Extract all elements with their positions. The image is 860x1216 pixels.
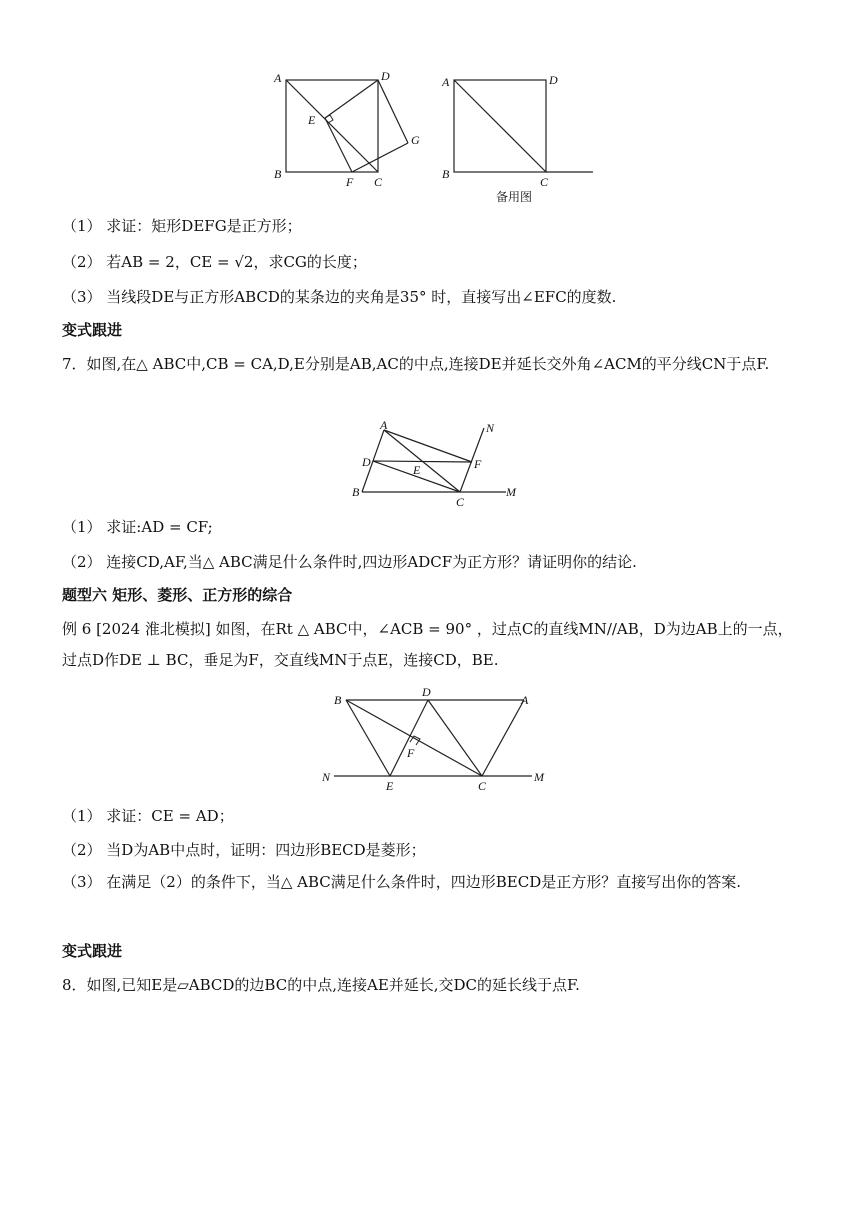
ex6-part3: （3） 在满足（2）的条件下，当△ ABC满足什么条件时，四边形BECD是正方形？直接写出你的答案. [62, 873, 742, 891]
ex6-part1: （1） 求证：CE = AD； [62, 807, 234, 825]
backup-label-a: A [442, 75, 450, 89]
q7-label-c: C [456, 495, 465, 509]
ex6-label-e: E [386, 779, 394, 793]
label-e: E [308, 113, 316, 127]
q7-label-d: D [362, 455, 371, 469]
label-b: B [274, 167, 282, 181]
q7-label-f: F [474, 457, 482, 471]
label-d: D [381, 69, 390, 83]
backup-label-b: B [442, 167, 450, 181]
q7-label-a: A [380, 418, 388, 432]
ex6-label-d: D [422, 685, 431, 699]
q7-label-b: B [352, 485, 360, 499]
q7-stem: 7．如图,在△ ABC中,CB = CA,D,E分别是AB,AC的中点,连接DE并延长交外角∠ACM的平分线CN于点F. [62, 355, 770, 373]
figure-square-defg [268, 66, 608, 208]
ex6-label-a: A [521, 693, 529, 707]
q6-part3: （3） 当线段DE与正方形ABCD的某条边的夹角是35° 时，直接写出∠EFC的度数. [62, 288, 617, 306]
q8-stem: 8．如图,已知E是▱ABCD的边BC的中点,连接AE并延长,交DC的延长线于点F. [62, 976, 580, 994]
figure-ex6 [318, 684, 550, 794]
label-c: C [374, 175, 383, 189]
ex6-label-c: C [478, 779, 487, 793]
backup-label-d: D [549, 73, 558, 87]
label-f: F [346, 175, 354, 189]
q7-label-n: N [486, 421, 495, 435]
label-g: G [411, 133, 420, 147]
variant-heading-2: 变式跟进 [62, 942, 123, 960]
variant-heading-1: 变式跟进 [62, 321, 123, 339]
q7-part1: （1） 求证:AD = CF; [62, 518, 213, 536]
ex6-label-f: F [407, 746, 415, 760]
ex6-label-n: N [322, 770, 331, 784]
backup-label-c: C [540, 175, 549, 189]
ex6-label-m: M [534, 770, 544, 784]
q7-label-m: M [506, 485, 516, 499]
label-a: A [274, 71, 282, 85]
ex6-part2: （2） 当D为AB中点时，证明：四边形BECD是菱形； [62, 841, 426, 859]
section6-heading: 题型六 矩形、菱形、正方形的综合 [62, 586, 293, 604]
ex6-label-b: B [334, 693, 342, 707]
figure-q7 [348, 420, 518, 510]
q6-part2: （2） 若AB = 2，CE = √2，求CG的长度； [62, 253, 367, 271]
q7-part2: （2） 连接CD,AF,当△ ABC满足什么条件时,四边形ADCF为正方形？请证明你的结论. [62, 553, 637, 571]
q6-part1: （1） 求证：矩形DEFG是正方形； [62, 217, 302, 235]
q7-label-e: E [413, 463, 421, 477]
ex6-stem: 例 6 [2024 淮北模拟] 如图，在Rt △ ABC中，∠ACB = 90° ，过点C的直线MN//AB，D为边AB上的一点，过点D作DE ⊥ BC，垂足为F，交直线MN于点E，连接CD，BE. [62, 620, 793, 669]
backup-figure-caption: 备用图 [496, 190, 533, 204]
